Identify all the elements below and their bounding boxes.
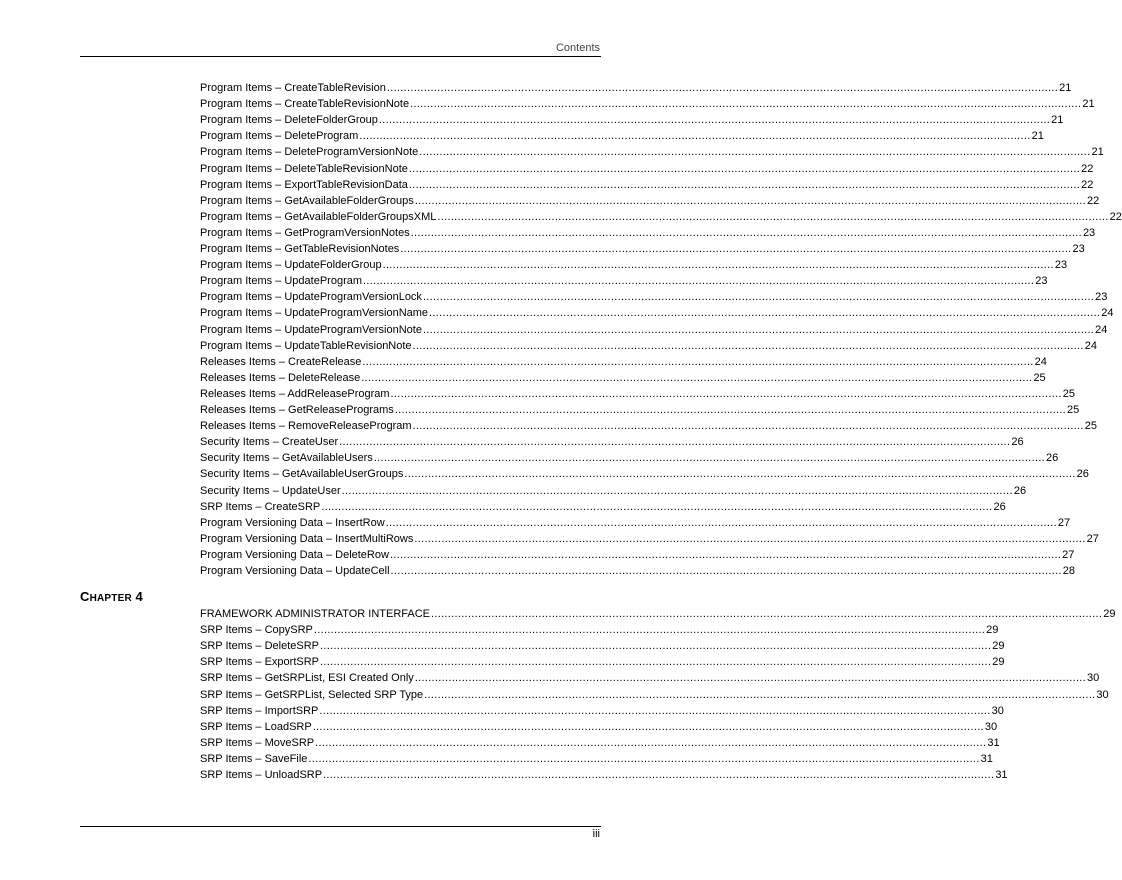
toc-entry-title: Program Items – ExportTableRevisionData [200,178,408,191]
toc-dot-leader: ........................................................................................................................................................................................................ [390,565,1062,577]
toc-entry-page: 26 [1046,452,1059,465]
toc-entry[interactable] [200,547,1075,563]
toc-entry[interactable] [200,466,1089,482]
toc-entry[interactable] [200,80,1072,96]
chapter-number: 4 [135,589,143,604]
toc-entry-page: 22 [1081,178,1094,191]
toc-dot-leader: ........................................................................................................................................................................................................ [382,259,1054,272]
toc-dot-leader: ........................................................................................................................................................................................................ [410,98,1082,111]
toc-entry[interactable] [200,193,1100,209]
toc-dot-leader: ........................................................................................................................................................................................................ [414,672,1087,685]
toc-entry-title: SRP Items – SaveFile [200,752,308,765]
toc-entry-page: 25 [1084,420,1098,433]
toc-dot-leader: ........................................................................................................................................................................................................ [386,82,1059,94]
toc-entry-page: 26 [1076,468,1089,481]
toc-entry-title: Program Items – GetAvailableFolderGroupsXML [200,210,437,223]
toc-entry[interactable] [200,370,1046,386]
toc-entry[interactable] [200,112,1064,128]
toc-entry-title: SRP Items – GetSRPList, ESI Created Only [200,672,414,685]
toc-entry-title: SRP Items – CopySRP [200,624,313,637]
chapter-first-letter: C [80,589,90,604]
toc-entry-title: Releases Items – RemoveReleaseProgram [200,420,412,433]
toc-entry-title: Program Items – DeleteFolderGroup [200,114,378,127]
toc-entry-title: FRAMEWORK ADMINISTRATOR INTERFACE [200,608,430,620]
toc-entry-page: 30 [1096,688,1109,701]
toc-entry-title: Security Items – GetAvailableUsers [200,452,373,465]
toc-entry-title: SRP Items – GetSRPList, Selected SRP Type [200,688,424,701]
toc-entry[interactable] [200,515,1071,531]
toc-entry[interactable] [200,386,1076,402]
toc-dot-leader: ........................................................................................................................................................................................................ [412,420,1084,433]
toc-entry[interactable] [200,418,1098,434]
toc-entry-page: 21 [1091,146,1104,159]
toc-entry[interactable] [200,606,1116,622]
toc-entry-page: 24 [1101,307,1114,320]
toc-entry-page: 31 [987,736,1000,749]
toc-dot-leader: ........................................................................................................................................................................................................ [419,146,1091,159]
toc-dot-leader: ........................................................................................................................................................................................................ [362,355,1034,368]
toc-entry-title: SRP Items – CreateSRP [200,500,321,513]
toc-entry[interactable] [200,531,1099,547]
toc-entry[interactable] [200,96,1095,112]
toc-entry[interactable] [200,450,1059,466]
toc-entry[interactable] [200,735,1000,751]
toc-entry-title: SRP Items – DeleteSRP [200,640,320,653]
toc-dot-leader: ........................................................................................................................................................................................................ [363,275,1035,288]
toc-entry-title: Program Items – UpdateProgramVersionLock [200,291,422,304]
toc-dot-leader: ........................................................................................................................................................................................................ [312,720,984,733]
toc-entry-page: 24 [1034,355,1047,368]
toc-entry-title: Releases Items – DeleteRelease [200,371,361,384]
toc-entry[interactable] [200,209,1122,225]
toc-entry[interactable] [200,751,993,767]
toc-dot-leader: ........................................................................................................................................................................................................ [422,323,1095,336]
toc-entry-page: 21 [1031,130,1044,143]
toc-entry-title: Program Items – UpdateProgram [200,275,363,288]
chapter-word-rest: HAPTER [89,593,132,604]
toc-dot-leader: ........................................................................................................................................................................................................ [339,436,1011,449]
toc-dot-leader: ........................................................................................................................................................................................................ [319,704,991,717]
toc-entry-title: Program Items – UpdateProgramVersionName [200,307,429,320]
toc-entry-page: 23 [1095,291,1108,304]
toc-dot-leader: ........................................................................................................................................................................................................ [341,484,1013,497]
toc-dot-leader: ........................................................................................................................................................................................................ [385,516,1057,529]
toc-entry-title: Program Versioning Data – UpdateCell [200,565,390,577]
chapter-heading [80,589,143,604]
toc-entry[interactable] [200,654,1005,670]
toc-entry[interactable] [200,638,1005,654]
toc-entry-title: Program Items – GetProgramVersionNotes [200,226,410,239]
toc-entry-page: 22 [1087,194,1100,207]
toc-dot-leader: ........................................................................................................................................................................................................ [308,752,980,765]
toc-dot-leader: ........................................................................................................................................................................................................ [412,339,1084,352]
toc-entry-page: 29 [1103,608,1116,620]
toc-entry[interactable] [200,622,999,638]
toc-entry-page: 25 [1062,387,1076,400]
toc-entry[interactable] [200,402,1080,418]
toc-dot-leader: ........................................................................................................................................................................................................ [389,548,1062,561]
toc-entry[interactable] [200,338,1098,354]
toc-entry-page: 27 [1062,548,1075,561]
toc-dot-leader: ........................................................................................................................................................................................................ [321,500,993,513]
toc-entry-page: 24 [1095,323,1108,336]
toc-dot-leader: ........................................................................................................................................................................................................ [390,387,1062,400]
toc-entry-title: Releases Items – CreateRelease [200,355,362,368]
toc-entry-title: Program Items – UpdateProgramVersionNote [200,323,422,336]
toc-entry-title: SRP Items – MoveSRP [200,736,315,749]
toc-entry-page: 24 [1084,339,1098,352]
toc-entry[interactable] [200,670,1100,686]
toc-entry-page: 29 [992,656,1005,669]
toc-entry-page: 29 [986,624,999,637]
toc-entry-title: SRP Items – UnloadSRP [200,769,323,781]
toc-entry-title: Security Items – UpdateUser [200,484,341,497]
toc-entry[interactable] [200,289,1108,305]
toc-dot-leader: ........................................................................................................................................................................................................ [410,226,1082,239]
toc-entry-page: 23 [1054,259,1068,272]
toc-entry-title: Program Items – CreateTableRevision [200,82,386,94]
toc-entry[interactable] [200,354,1047,370]
toc-entry[interactable] [200,161,1094,177]
running-header: Contents [555,42,600,54]
footer-rule [80,826,601,827]
toc-entry-page: 22 [1081,162,1094,175]
toc-entry[interactable] [200,305,1114,321]
toc-entry-page: 29 [992,640,1005,653]
toc-dot-leader: ........................................................................................................................................................................................................ [315,736,987,749]
toc-entry[interactable] [200,241,1085,257]
toc-entry[interactable] [200,128,1044,144]
toc-dot-leader: ........................................................................................................................................................................................................ [422,291,1095,304]
toc-entry-page: 31 [995,769,1008,781]
toc-dot-leader: ........................................................................................................................................................................................................ [408,162,1081,175]
toc-entry-page: 28 [1062,565,1076,577]
toc-entry-page: 26 [1013,484,1027,497]
toc-entry[interactable] [200,767,1008,783]
toc-dot-leader: ........................................................................................................................................................................................................ [404,468,1076,481]
toc-entry[interactable] [200,177,1094,193]
toc-entry-page: 25 [1067,404,1080,416]
toc-entry-page: 21 [1082,98,1095,111]
toc-dot-leader: ........................................................................................................................................................................................................ [424,688,1096,701]
toc-dot-leader: ........................................................................................................................................................................................................ [320,656,992,669]
toc-entry-title: Releases Items – AddReleaseProgram [200,387,390,400]
toc-entry-title: Program Items – DeleteProgram [200,130,359,143]
toc-dot-leader: ........................................................................................................................................................................................................ [408,178,1081,191]
toc-dot-leader: ........................................................................................................................................................................................................ [400,243,1072,255]
toc-entry[interactable] [200,257,1068,273]
toc-entry-page: 23 [1035,275,1048,288]
toc-entry-title: Releases Items – GetReleasePrograms [200,404,394,416]
toc-entry-page: 23 [1082,226,1096,239]
toc-entry-title: Program Items – UpdateTableRevisionNote [200,339,412,352]
toc-entry[interactable] [200,225,1096,241]
toc-entry[interactable] [200,703,1004,719]
toc-entry-page: 25 [1033,371,1046,384]
toc-entry-page: 30 [991,704,1004,717]
toc-entry-title: Program Versioning Data – InsertMultiRows [200,532,414,545]
toc-entry[interactable] [200,273,1048,289]
toc-entry-page: 27 [1086,532,1099,545]
toc-entry[interactable] [200,483,1027,499]
toc-dot-leader: ........................................................................................................................................................................................................ [378,114,1051,127]
toc-dot-leader: ........................................................................................................................................................................................................ [313,624,986,637]
toc-entry[interactable] [200,434,1024,450]
header-rule [80,56,601,57]
toc-entry-title: Program Items – DeleteProgramVersionNote [200,146,419,159]
toc-dot-leader: ........................................................................................................................................................................................................ [437,210,1109,223]
toc-entry-page: 27 [1057,516,1071,529]
toc-entry-title: Program Items – UpdateFolderGroup [200,259,382,272]
toc-entry-title: Security Items – CreateUser [200,436,339,449]
toc-entry[interactable] [200,563,1076,579]
toc-dot-leader: ........................................................................................................................................................................................................ [394,404,1067,416]
toc-entry-page: 23 [1072,243,1085,255]
toc-entry[interactable] [200,719,998,735]
toc-entry-title: Program Items – GetTableRevisionNotes [200,243,400,255]
toc-entry-page: 21 [1059,82,1072,94]
toc-dot-leader: ........................................................................................................................................................................................................ [431,608,1103,620]
toc-entry-page: 26 [1011,436,1024,449]
toc-dot-leader: ........................................................................................................................................................................................................ [320,640,992,653]
toc-dot-leader: ........................................................................................................................................................................................................ [359,130,1031,143]
toc-dot-leader: ........................................................................................................................................................................................................ [361,371,1033,384]
toc-entry-page: 21 [1051,114,1064,127]
toc-dot-leader: ........................................................................................................................................................................................................ [414,194,1087,207]
toc-dot-leader: ........................................................................................................................................................................................................ [323,769,995,781]
toc-entry[interactable] [200,499,1006,515]
toc-dot-leader: ........................................................................................................................................................................................................ [414,532,1086,545]
toc-entry-page: 22 [1109,210,1122,223]
toc-dot-leader: ........................................................................................................................................................................................................ [429,307,1101,320]
toc-entry-title: Security Items – GetAvailableUserGroups [200,468,404,481]
toc-entry-title: SRP Items – ImportSRP [200,704,319,717]
toc-entry[interactable] [200,322,1108,338]
toc-entry-page: 30 [1087,672,1100,685]
toc-entry-page: 26 [993,500,1006,513]
toc-entry-title: Program Versioning Data – InsertRow [200,516,385,529]
toc-entry-title: Program Items – DeleteTableRevisionNote [200,162,408,175]
toc-entry[interactable] [200,687,1109,703]
toc-entry-page: 31 [980,752,993,765]
toc-entry-title: Program Items – CreateTableRevisionNote [200,98,410,111]
toc-entry[interactable] [200,144,1104,160]
footer-page-number: iii [592,828,600,840]
toc-entry-title: SRP Items – ExportSRP [200,656,320,669]
toc-entry-title: Program Items – GetAvailableFolderGroups [200,194,414,207]
toc-entry-title: Program Versioning Data – DeleteRow [200,548,389,561]
toc-entry-page: 30 [984,720,998,733]
toc-entry-title: SRP Items – LoadSRP [200,720,312,733]
toc-dot-leader: ........................................................................................................................................................................................................ [373,452,1046,465]
